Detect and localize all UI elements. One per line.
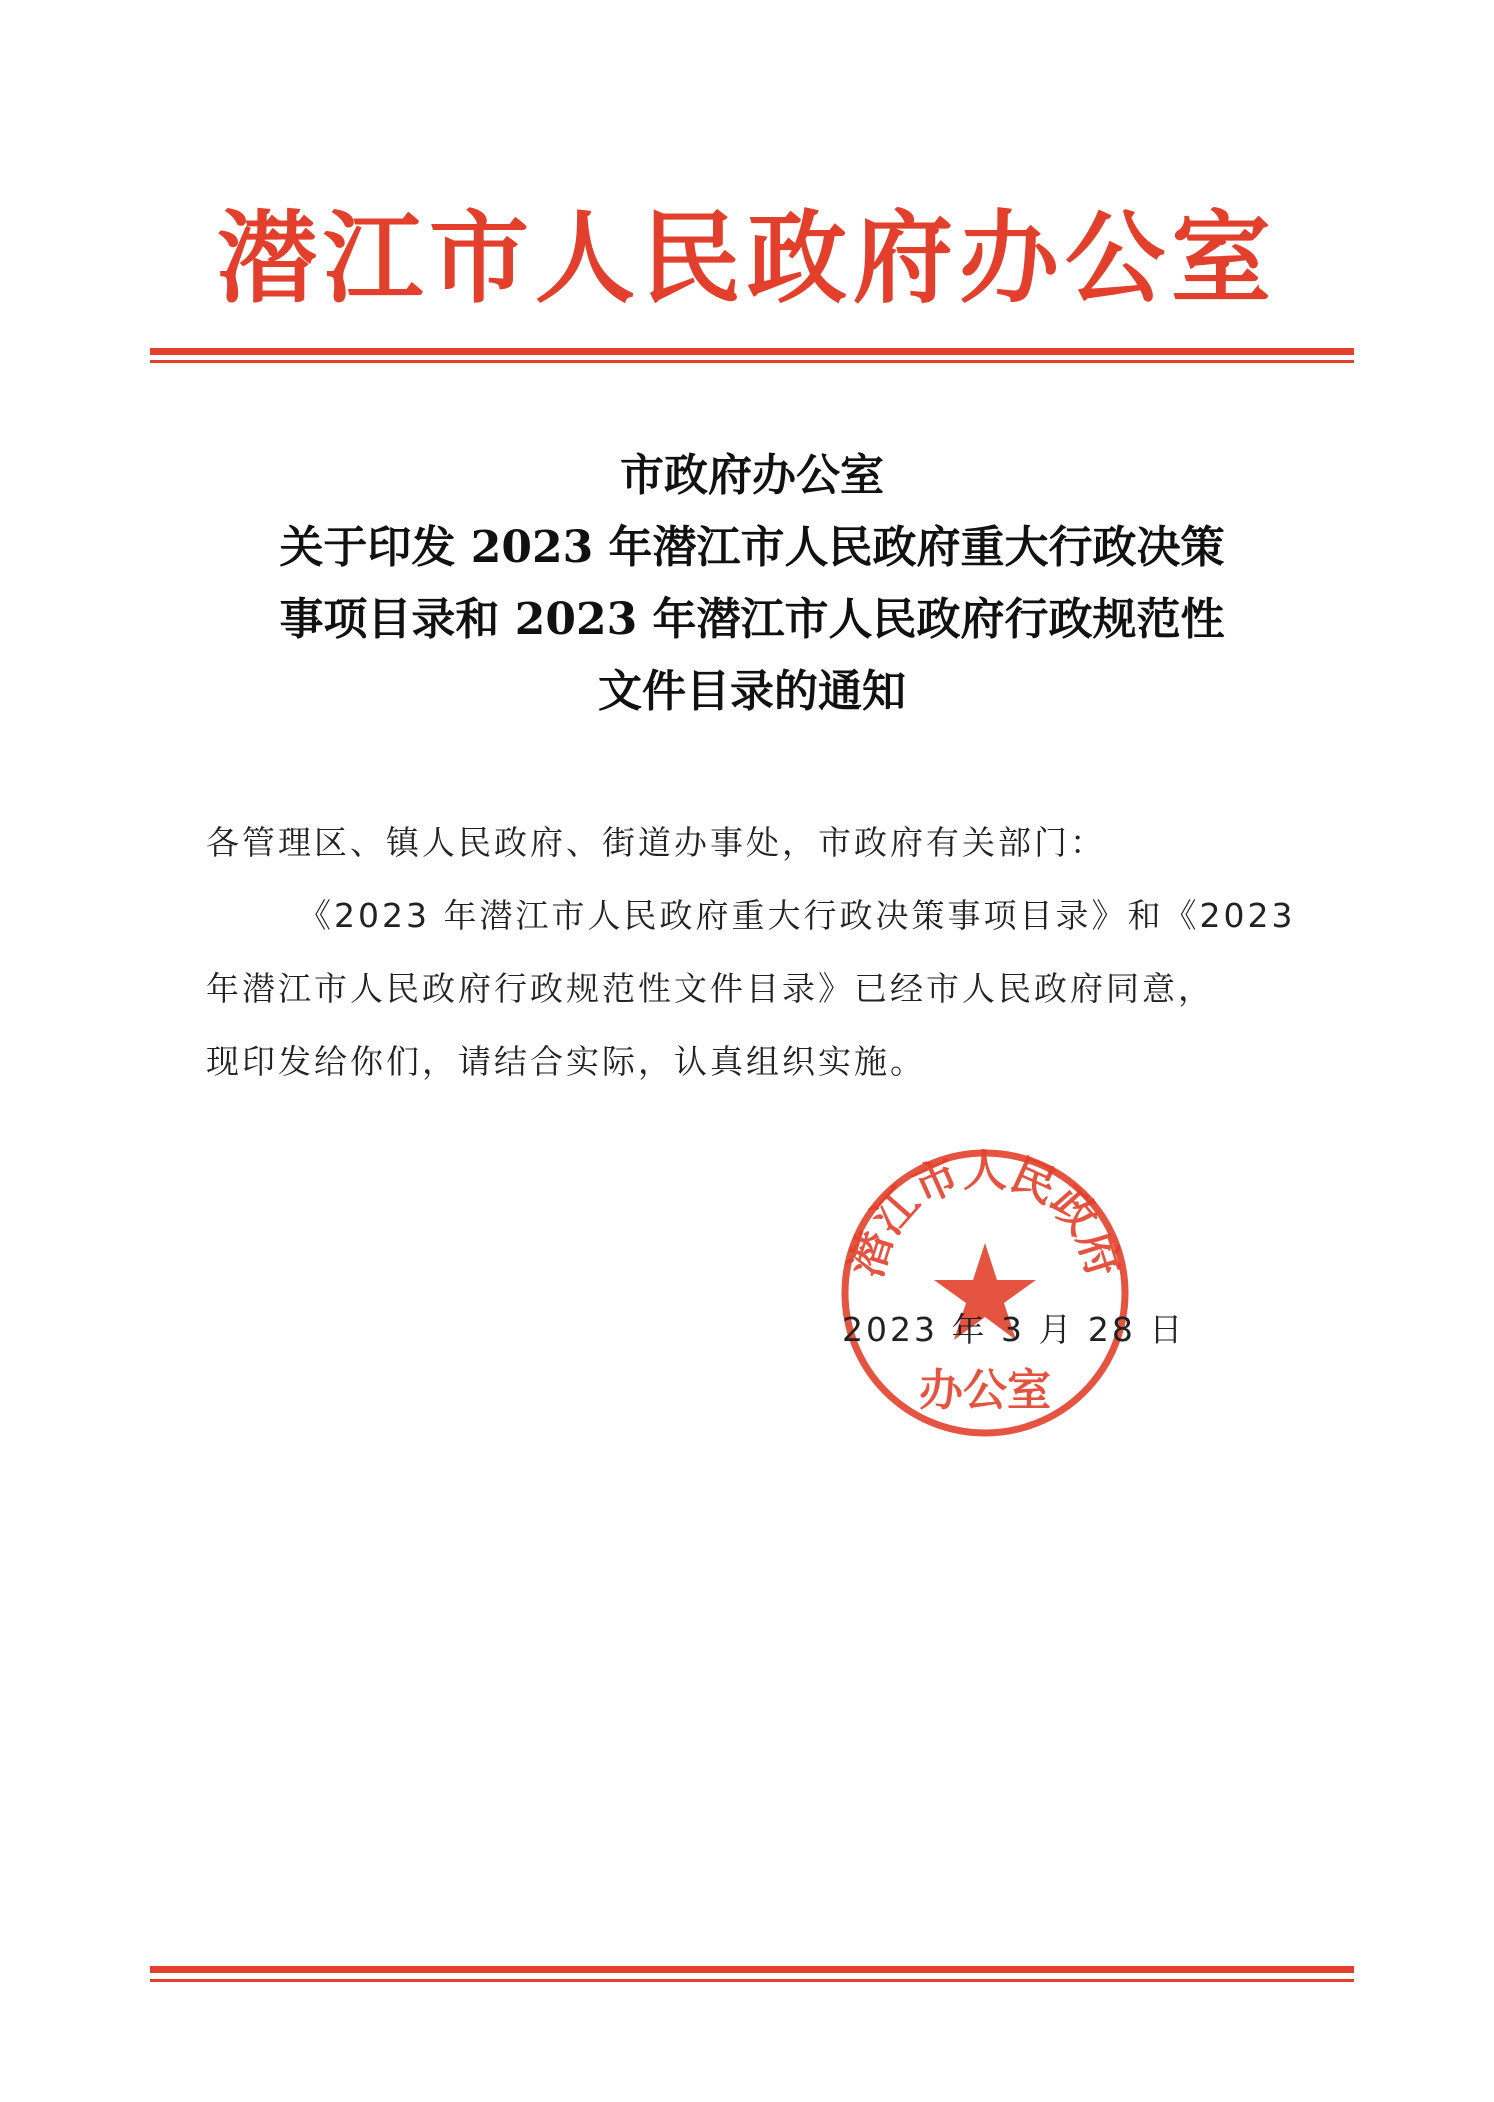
- masthead-title: 潜江市人民政府办公室: [217, 199, 1277, 317]
- body-line-3: 现印发给你们，请结合实际，认真组织实施。: [206, 1042, 926, 1081]
- title-line-1: 市政府办公室: [620, 450, 884, 501]
- title-line-3: 事项目录和 2023 年潜江市人民政府行政规范性: [279, 594, 1225, 645]
- seal-ring-text: 潜江市人民政府: [840, 1145, 1130, 1283]
- issue-date: 2023 年 3 月 28 日: [842, 1310, 1186, 1349]
- header-red-rule-thick: [150, 348, 1354, 355]
- seal-bottom-text: 办公室: [919, 1365, 1051, 1416]
- body-line-1: 《2023 年潜江市人民政府重大行政决策事项目录》和《2023: [298, 896, 1296, 935]
- footer-red-rule-thin: [150, 1979, 1354, 1982]
- salutation: 各管理区、镇人民政府、街道办事处，市政府有关部门：: [206, 823, 1106, 862]
- title-line-4: 文件目录的通知: [598, 666, 906, 717]
- body-line-2: 年潜江市人民政府行政规范性文件目录》已经市人民政府同意，: [206, 969, 1214, 1008]
- title-line-2: 关于印发 2023 年潜江市人民政府重大行政决策: [279, 522, 1225, 573]
- header-red-rule-thin: [150, 360, 1354, 363]
- footer-red-rule-thick: [150, 1966, 1354, 1973]
- official-seal: [835, 1143, 1135, 1443]
- document-title: [150, 440, 1354, 728]
